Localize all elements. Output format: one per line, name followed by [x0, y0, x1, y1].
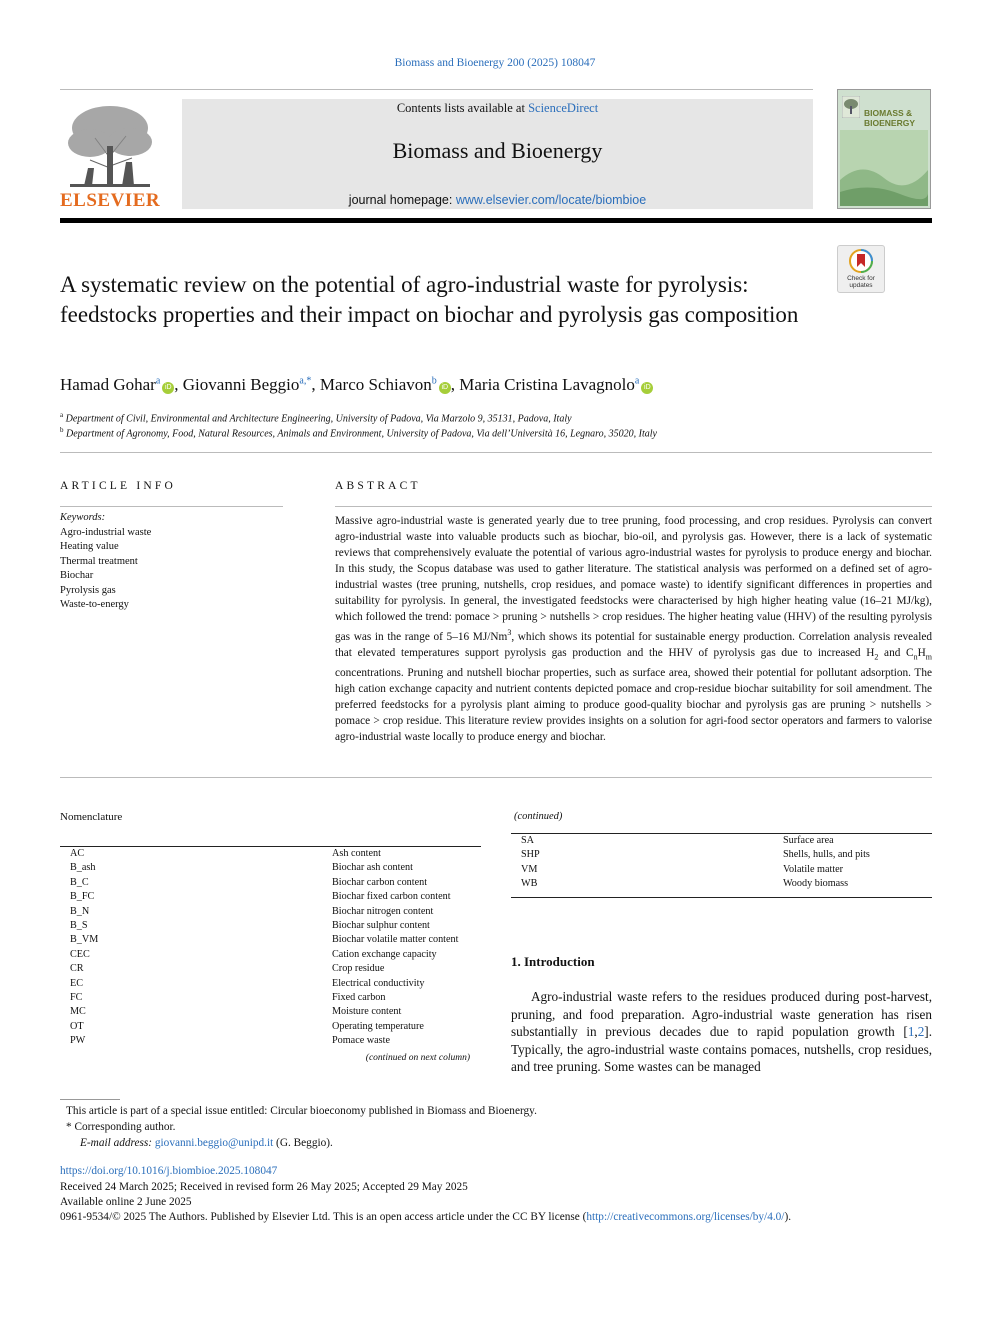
nomenclature-abbreviation: AC: [70, 848, 85, 859]
affiliation-text: Department of Civil, Environmental and Architecture Engineering, University of Padova, Via Marzolo 9, 35131, Padova, Italy: [65, 413, 572, 425]
keyword-item: Waste-to-energy: [60, 599, 129, 611]
nomenclature-abbreviation: SHP: [521, 849, 540, 861]
nomenclature-definition: Operating temperature: [332, 1020, 424, 1032]
special-issue-footnote: This article is part of a special issue entitled: Circular bioeconomy published in Biomass and Bioenergy.: [66, 1105, 537, 1117]
author-name[interactable]: Maria Cristina Lavagnolo: [459, 375, 635, 394]
affiliation-label: b: [60, 426, 64, 434]
citation-link[interactable]: Biomass and Bioenergy 200 (2025) 108047: [394, 57, 596, 69]
abstract-segment: , which shows its potential for sustainable energy production. Correlation analysis revealed that elevated temperatures support pyrolysis gas production and the HHV of pyrolysis gas due to increased H: [335, 630, 932, 659]
author-affiliation-mark[interactable]: a,*: [299, 375, 312, 387]
email-suffix: (G. Beggio).: [273, 1137, 333, 1149]
author-separator: ,: [450, 375, 460, 394]
abstract-segment: Massive agro-industrial waste is generated yearly due to tree pruning, food processing, and crop residues. Pyrolysis can convert agro-industrial waste into valuable products such as biochar, bio-oil, and pyrolysis gas. However, there is a lack of systematic reviews that comprehensively evaluate the potential of various agro-industrial wastes for pyrolysis to produce energy and biochar. In this study, the Scopus database was used to gather literature. The statistical analysis was performed on a defined set of agro-industrial wastes (tree pruning, nutshells, crop residues, and pomace waste) to identify significant differences in properties and suitability for pyrolysis. In general, the investigated feedstocks were characterised by high higher heating value (16–21 MJ/kg), which followed the trend: pomace > pruning > nutshells > crop residues. The higher heating value (HHV) of the resulting pyrolysis gas was in the range of 5–16 MJ/Nm: [335, 515, 932, 643]
homepage-prefix: journal homepage:: [348, 193, 456, 207]
abstract-rule: [335, 506, 932, 507]
header-thick-rule: [60, 218, 932, 223]
author-affiliation-mark[interactable]: b: [431, 375, 437, 387]
nomenclature-definition: Biochar nitrogen content: [332, 905, 434, 917]
keyword-item: Heating value: [60, 541, 119, 553]
sciencedirect-link[interactable]: ScienceDirect: [528, 101, 599, 115]
nomenclature-definition: Cation exchange capacity: [332, 948, 437, 960]
homepage-link[interactable]: www.elsevier.com/locate/biombioe: [455, 193, 647, 207]
nomenclature-abbreviation: VM: [521, 863, 538, 875]
online-date: Available online 2 June 2025: [60, 1196, 192, 1208]
author-name[interactable]: Hamad Gohar: [60, 375, 156, 394]
journal-cover-thumbnail[interactable]: [837, 89, 931, 209]
nomenclature-abbreviation: B_S: [70, 919, 88, 931]
affiliation-text: Department of Agronomy, Food, Natural Resources, Animals and Environment, University of Padova, Via dell’Università 16, Legnaro, 35020, Italy: [66, 428, 657, 440]
nomenclature-abbreviation: CEC: [70, 948, 90, 960]
journal-citation[interactable]: [0, 57, 990, 69]
keyword-item: Biochar: [60, 570, 94, 582]
journal-homepage-line: [182, 193, 813, 207]
license-link[interactable]: http://creativecommons.org/licenses/by/4.0/: [586, 1211, 785, 1223]
nomenclature-continued-label: (continued): [514, 811, 563, 822]
nomenclature-definition: Volatile matter: [783, 863, 844, 875]
abstract-superscript: 3: [507, 628, 512, 637]
header-divider: [60, 89, 813, 90]
intro-segment: ,: [914, 1024, 918, 1040]
contents-available-line: [182, 101, 813, 116]
nomenclature-definition: Fixed carbon: [332, 991, 386, 1003]
nomenclature-row: [60, 934, 481, 948]
check-updates-label: Check for updates: [847, 275, 875, 289]
nomenclature-row: [60, 992, 481, 1006]
elsevier-wordmark: ELSEVIER: [60, 190, 161, 211]
nomenclature-abbreviation: OT: [70, 1020, 84, 1032]
nomenclature-abbreviation: B_FC: [70, 891, 95, 903]
author-affiliation-mark[interactable]: a: [634, 375, 640, 387]
check-for-updates-button[interactable]: [837, 245, 885, 293]
nomenclature-table: [60, 848, 481, 1049]
author-separator: ,: [311, 375, 320, 394]
keyword-item: Thermal treatment: [60, 555, 138, 567]
nomenclature-definition: Crop residue: [332, 963, 385, 975]
email-label: E-mail address:: [80, 1137, 155, 1149]
keyword-item: Agro-industrial waste: [60, 527, 152, 538]
paper-title: A systematic review on the potential of agro-industrial waste for pyrolysis: feedstocks properties and their impact on biochar and pyrolysis gas composition: [60, 272, 799, 327]
reference-link[interactable]: 1: [907, 1024, 915, 1040]
nomenclature-definition: Biochar ash content: [332, 862, 413, 874]
nomenclature-abbreviation: MC: [70, 1006, 86, 1018]
abstract-heading: ABSTRACT: [335, 480, 421, 492]
nomenclature-row: [60, 963, 481, 977]
nomenclature-abbreviation: B_ash: [70, 862, 96, 874]
author-separator: ,: [174, 375, 183, 394]
keyword-list: [60, 526, 151, 612]
article-info-rule: [60, 506, 283, 507]
nomenclature-definition: Shells, hulls, and pits: [783, 849, 870, 861]
introduction-heading: 1. Introduction: [511, 954, 595, 969]
nomenclature-title: Nomenclature: [60, 811, 123, 823]
nomenclature-row: [60, 862, 481, 876]
abstract-segment: concentrations. Pruning and nutshell biochar properties, such as surface area, showed their potential for pollutant adsorption. The high cation exchange capacity and nutrient contents depicted pomace and crop-residue biochar suitability for soil amendment. The preferred feedstocks for a pyrolysis plant aiming to produce good-quality biochar and pyrolysis gas are pruning > nutshells > pomace > crop residue. This literature review provides insights on a solution for agri-food sector operators and farmers to valorise agro-industrial waste locally to produce energy and biochar.: [335, 667, 932, 744]
nomenclature-definition: Woody biomass: [783, 878, 849, 890]
nomenclature-row: [60, 906, 481, 920]
nomenclature-abbreviation: PW: [70, 1035, 86, 1047]
nomenclature-abbreviation: B_N: [70, 905, 90, 917]
author-affiliation-mark[interactable]: a: [155, 375, 161, 387]
intro-segment: ]. Typically, the agro-industrial waste contains pomaces, nutshells, crop residues, and tree pruning. Some wastes can be managed: [511, 1024, 932, 1075]
nomenclature-definition: Biochar sulphur content: [332, 919, 430, 931]
introduction-text: [511, 988, 932, 1076]
nomenclature-row: [60, 978, 481, 992]
nomenclature-definition: Surface area: [783, 835, 834, 846]
nomenclature-row: [60, 1006, 481, 1020]
nomenclature-row: [60, 891, 481, 905]
cover-title: BIOMASS & BIOENERGY: [864, 108, 916, 128]
section-divider: [60, 452, 932, 453]
abstract-segment: and C: [878, 646, 914, 659]
email-link[interactable]: giovanni.beggio@unipd.it: [154, 1137, 274, 1149]
nomenclature-definition: Electrical conductivity: [332, 977, 425, 989]
nomenclature-row: [511, 835, 932, 849]
abstract-subscript: m: [925, 652, 932, 662]
nomenclature-abbreviation: EC: [70, 977, 84, 989]
reference-link[interactable]: 2: [917, 1024, 925, 1040]
nomenclature-abbreviation: FC: [70, 991, 83, 1003]
doi-link[interactable]: https://doi.org/10.1016/j.biombioe.2025.108047: [60, 1165, 278, 1177]
keyword-item: Pyrolysis gas: [60, 584, 116, 596]
nomenclature-abbreviation: WB: [521, 878, 538, 890]
license-prefix: 0961-9534/© 2025 The Authors. Published by Elsevier Ltd. This is an open access article under the CC BY license (: [60, 1211, 587, 1223]
abstract-bottom-rule: [60, 777, 932, 778]
abstract-segment: H: [917, 646, 926, 659]
author-name[interactable]: Giovanni Beggio: [182, 375, 300, 394]
nomenclature-definition: Biochar carbon content: [332, 876, 428, 888]
nomenclature-abbreviation: B_VM: [70, 934, 99, 946]
contents-prefix: Contents lists available at: [396, 101, 529, 115]
license-line: [60, 1211, 791, 1223]
nomenclature-row: [60, 1021, 481, 1035]
nomenclature-row: [60, 949, 481, 963]
nomenclature-definition: Biochar volatile matter content: [332, 934, 459, 946]
affiliation-label: a: [60, 411, 64, 419]
intro-segment: Agro-industrial waste refers to the residues produced during post-harvest, pruning, and food preparation. Agro-industrial waste generation has risen substantially in previous decades due to rapid population growth [: [511, 989, 932, 1040]
doi-link-line: [60, 1165, 277, 1177]
nomenclature-abbreviation: CR: [70, 963, 84, 975]
nomenclature-row: [60, 1035, 481, 1049]
affiliation-a: [60, 411, 940, 424]
cover-image-icon: [840, 130, 928, 206]
nomenclature-definition: Ash content: [332, 848, 381, 859]
nomenclature-continued-table: [511, 835, 932, 893]
orcid-icon[interactable]: iD: [162, 382, 174, 394]
nomenclature-row: [511, 864, 932, 878]
nomenclature-row: [60, 920, 481, 934]
license-suffix: ).: [784, 1211, 792, 1223]
footnote-rule: [60, 1099, 120, 1100]
abstract-text: [335, 513, 932, 745]
affiliation-b: [60, 426, 940, 439]
continued-table-bottom-rule: [511, 897, 932, 898]
nomenclature-continued-note: (continued on next column): [365, 1053, 470, 1063]
nomenclature-row: [60, 877, 481, 891]
email-footnote: [80, 1137, 333, 1149]
keywords-label: Keywords:: [60, 512, 106, 523]
corresponding-author-footnote: * Corresponding author.: [66, 1121, 176, 1133]
check-updates-icon: [849, 249, 873, 273]
article-info-heading: ARTICLE INFO: [60, 480, 176, 492]
orcid-icon[interactable]: iD: [641, 382, 653, 394]
nomenclature-row: [511, 878, 932, 892]
nomenclature-abbreviation: SA: [521, 835, 535, 846]
received-dates: Received 24 March 2025; Received in revised form 26 May 2025; Accepted 29 May 2025: [60, 1181, 468, 1193]
abstract-subscript: 2: [874, 652, 879, 662]
nomenclature-definition: Pomace waste: [332, 1035, 390, 1047]
nomenclature-row: [511, 849, 932, 863]
journal-name: Biomass and Bioenergy: [392, 138, 603, 163]
author-name[interactable]: Marco Schiavon: [319, 375, 432, 394]
nomenclature-definition: Biochar fixed carbon content: [332, 891, 451, 903]
nomenclature-rule: [60, 846, 481, 847]
orcid-icon[interactable]: iD: [439, 382, 451, 394]
nomenclature-definition: Moisture content: [332, 1006, 402, 1018]
continued-table-top-rule: [511, 833, 932, 834]
nomenclature-abbreviation: B_C: [70, 876, 89, 888]
abstract-subscript: n: [913, 652, 918, 662]
cover-tree-icon: [842, 96, 860, 118]
author-list: [60, 375, 920, 395]
nomenclature-row: [60, 848, 481, 862]
